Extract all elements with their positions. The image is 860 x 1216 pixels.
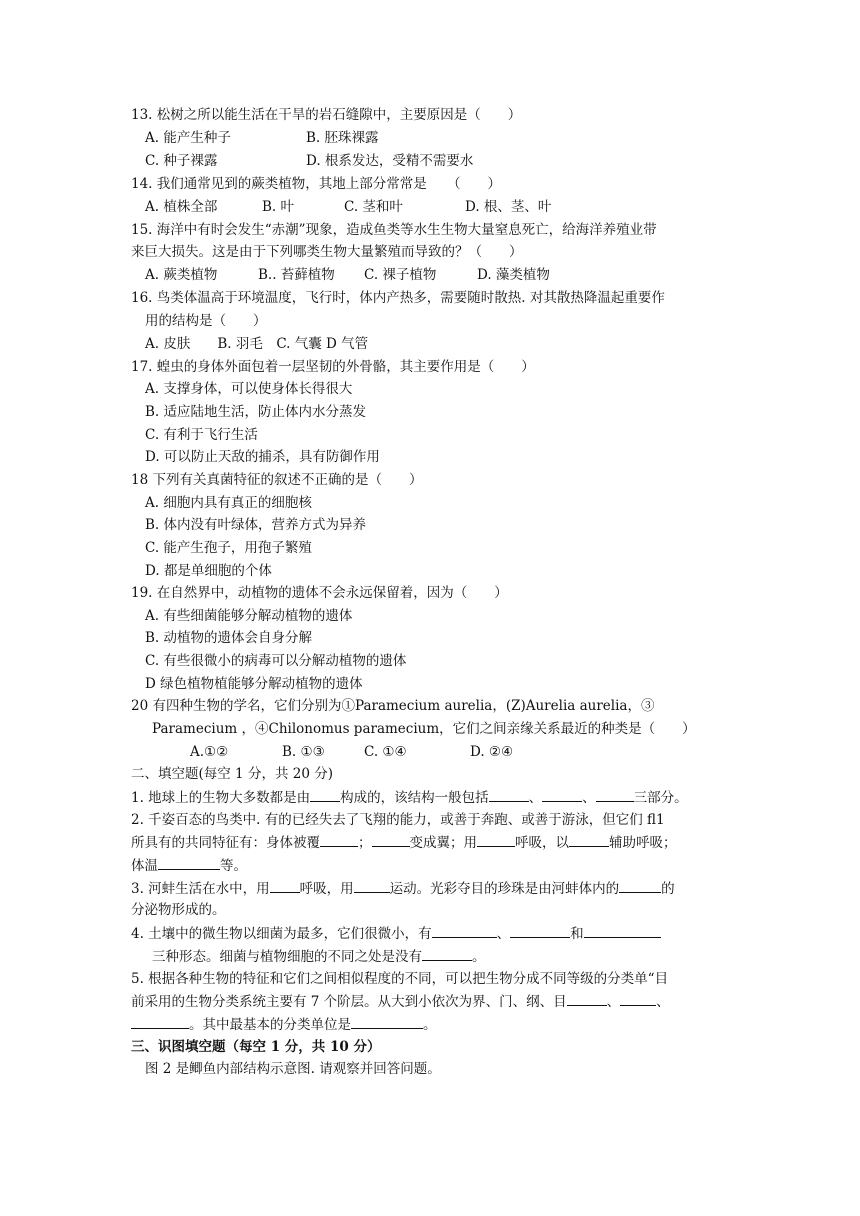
q20-option-c: C. ①④ — [364, 744, 407, 760]
q16-stem-line1: 16. 鸟类体温高于环境温度，飞行时，体内产热多，需要随时散热. 对其散热降温起重要作 — [131, 290, 665, 306]
fill4-text-c: 和 — [570, 926, 584, 942]
q18-option-b: B. 体内没有叶绿体，营养方式为异养 — [145, 517, 367, 533]
fill1-text-2: 构成的，该结构一般包括 — [340, 790, 489, 806]
q14-option-b: B. 叶 — [262, 199, 295, 215]
q13-option-c: C. 种子裸露 — [145, 153, 218, 169]
q15-stem-line1: 15. 海洋中有时会发生“赤潮”现象，造成鱼类等水生生物大量窒息死亡，给海洋养殖业带 — [131, 222, 657, 238]
q20-option-b: B. ①③ — [282, 744, 325, 760]
fill1 — [131, 787, 688, 808]
q14-option-d: D. 根、茎、叶 — [465, 199, 552, 215]
q17-option-a: A. 支撑身体，可以使身体长得很大 — [145, 381, 353, 397]
q20-option-d: D. ②④ — [470, 744, 514, 760]
q17-option-c: C. 有利于飞行生活 — [145, 427, 258, 443]
fill2-text-c: 变成翼；用 — [409, 835, 477, 851]
q19-option-d: D 绿色植物植能够分解动植物的遗体 — [145, 676, 363, 692]
q19-option-b: B. 动植物的遗体会自身分解 — [145, 630, 313, 646]
q17-option-b: B. 适应陆地生活，防止体内水分蒸发 — [145, 404, 367, 420]
q15-option-b: B.. 苔藓植物 — [258, 267, 335, 283]
fill3-line2: 分泌物形成的。 — [131, 902, 226, 918]
q15-option-a: A. 蕨类植物 — [145, 267, 218, 283]
fill3-text-b: 呼吸，用 — [299, 881, 354, 897]
fill4-text-d: 三种形态。细菌与植物细胞的不同之处是没有 — [152, 949, 422, 965]
fill1-blank-3 — [542, 787, 582, 802]
fill2-text-b: ； — [358, 835, 372, 851]
fill2-text-e: 辅助呼吸； — [609, 835, 677, 851]
fill3-text-d: 的 — [661, 881, 675, 897]
fill5-line2 — [131, 991, 670, 1012]
fill5-blank-4 — [351, 1014, 423, 1029]
q15-stem-line2: 来巨大损失。这是由于下列哪类生物大量繁殖而导致的？（ ） — [131, 244, 523, 260]
q20-stem-line1: 20 有四种生物的学名，它们分别为①Paramecium aurelia，(Z)Aurelia aurelia，③ — [131, 698, 655, 714]
fill2-text-a: 所具有的共同特征有：身体被覆 — [131, 835, 320, 851]
fill5-blank-1 — [567, 991, 607, 1006]
q18-option-d: D. 都是单细胞的个体 — [145, 563, 272, 579]
q13-option-b: B. 胚珠裸露 — [306, 130, 379, 146]
fill3-text-a: 3. 河蚌生活在水中，用 — [131, 881, 270, 897]
fill4-blank-2 — [510, 923, 570, 938]
fill5-text-a: 前采用的生物分类系统主要有 7 个阶层。从大到小依次为界、门、纲、目 — [131, 994, 567, 1010]
fill3-blank-1 — [270, 878, 300, 893]
q19-option-c: C. 有些很微小的病毒可以分解动植物的遗体 — [145, 653, 407, 669]
fill1-blank-2 — [489, 787, 529, 802]
fill4-text-b: 、 — [496, 926, 511, 942]
fill2-line2 — [131, 832, 677, 853]
q18-stem: 18 下列有关真菌特征的叙述不正确的是（ ） — [131, 472, 423, 488]
q15-option-c: C. 裸子植物 — [364, 267, 437, 283]
q17-option-d: D. 可以防止天敌的捕杀，具有防御作用 — [145, 449, 380, 465]
fill4-text-a: 4. 土壤中的微生物以细菌为最多，它们很微小，有 — [131, 926, 432, 942]
fill4-text-e: 。 — [472, 949, 486, 965]
fill5-blank-2 — [620, 991, 656, 1006]
fill5-line1: 5. 根据各种生物的特征和它们之间相似程度的不同，可以把生物分成不同等级的分类单“目 — [131, 971, 669, 987]
fill2-blank-1 — [320, 832, 358, 847]
q17-stem: 17. 蝗虫的身体外面包着一层坚韧的外骨骼，其主要作用是（ ） — [131, 359, 535, 375]
fill1-blank-4 — [596, 787, 634, 802]
q13-option-d: D. 根系发达，受精不需要水 — [306, 153, 474, 169]
fill4-blank-3 — [584, 923, 661, 938]
fill1-text-3: 三部分。 — [633, 790, 688, 806]
fill5-text-b: 、 — [606, 994, 621, 1010]
fill1-sep-1: 、 — [528, 790, 543, 806]
fill5-text-e: 。 — [423, 1017, 437, 1033]
fill4-line2 — [152, 946, 486, 967]
fill5-text-c: 、 — [656, 994, 670, 1010]
fill3-text-c: 运动。光彩夺目的珍珠是由河蚌体内的 — [389, 881, 620, 897]
fill2-line3 — [131, 855, 247, 876]
fill2-blank-5 — [158, 855, 220, 870]
fill2-blank-2 — [372, 832, 410, 847]
q20-option-a: A.①② — [190, 744, 229, 760]
fill3-line1 — [131, 878, 675, 899]
section2-title: 二、填空题(每空 1 分，共 20 分) — [131, 766, 333, 782]
q16-stem-line2: 用的结构是（ ） — [145, 313, 267, 329]
fill5-text-d: 。其中最基本的分类单位是 — [189, 1017, 351, 1033]
q16-options: A. 皮肤 B. 羽毛 C. 气囊 D 气管 — [145, 336, 369, 352]
fill2-blank-4 — [569, 832, 609, 847]
q15-option-d: D. 藻类植物 — [477, 267, 550, 283]
section3-title: 三、识图填空题（每空 1 分，共 10 分） — [131, 1039, 381, 1055]
fill1-text-1: 1. 地球上的生物大多数都是由 — [131, 790, 311, 806]
fill4-blank-4 — [422, 946, 472, 961]
q14-stem: 14. 我们通常见到的蕨类植物，其地上部分常常是 （ ） — [131, 176, 502, 192]
fill1-blank-1 — [310, 787, 340, 802]
fill2-blank-3 — [477, 832, 515, 847]
q18-option-c: C. 能产生孢子，用孢子繁殖 — [145, 540, 312, 556]
q14-option-c: C. 茎和叶 — [344, 199, 403, 215]
fill2-text-f: 体温 — [131, 858, 158, 874]
fill5-blank-3 — [131, 1014, 189, 1029]
section3-intro: 图 2 是鲫鱼内部结构示意图. 请观察并回答问题。 — [145, 1061, 441, 1077]
q13-stem: 13. 松树之所以能生活在干旱的岩石缝隙中，主要原因是（ ） — [131, 107, 522, 123]
fill5-line3 — [131, 1014, 437, 1035]
q18-option-a: A. 细胞内具有真正的细胞核 — [145, 495, 312, 511]
fill3-blank-2 — [354, 878, 390, 893]
fill4-blank-1 — [432, 923, 497, 938]
q19-stem: 19. 在自然界中，动植物的遗体不会永远保留着，因为（ ） — [131, 585, 508, 601]
fill1-sep-2: 、 — [582, 790, 596, 806]
q19-option-a: A. 有些细菌能够分解动植物的遗体 — [145, 608, 353, 624]
fill2-text-g: 等。 — [220, 858, 247, 874]
q20-stem-line2: Paramecium ，④Chilonomus paramecium，它们之间亲缘关系最近的种类是（ ） — [152, 721, 696, 737]
fill2-text-d: 呼吸，以 — [515, 835, 569, 851]
fill3-blank-3 — [619, 878, 661, 893]
q13-option-a: A. 能产生种子 — [145, 130, 231, 146]
fill4-line1 — [131, 923, 661, 944]
q14-option-a: A. 植株全部 — [145, 199, 218, 215]
fill2-line1: 2. 千姿百态的鸟类中. 有的已经失去了飞翔的能力，或善于奔跑、或善于游泳，但它们 fl1 — [131, 812, 665, 828]
